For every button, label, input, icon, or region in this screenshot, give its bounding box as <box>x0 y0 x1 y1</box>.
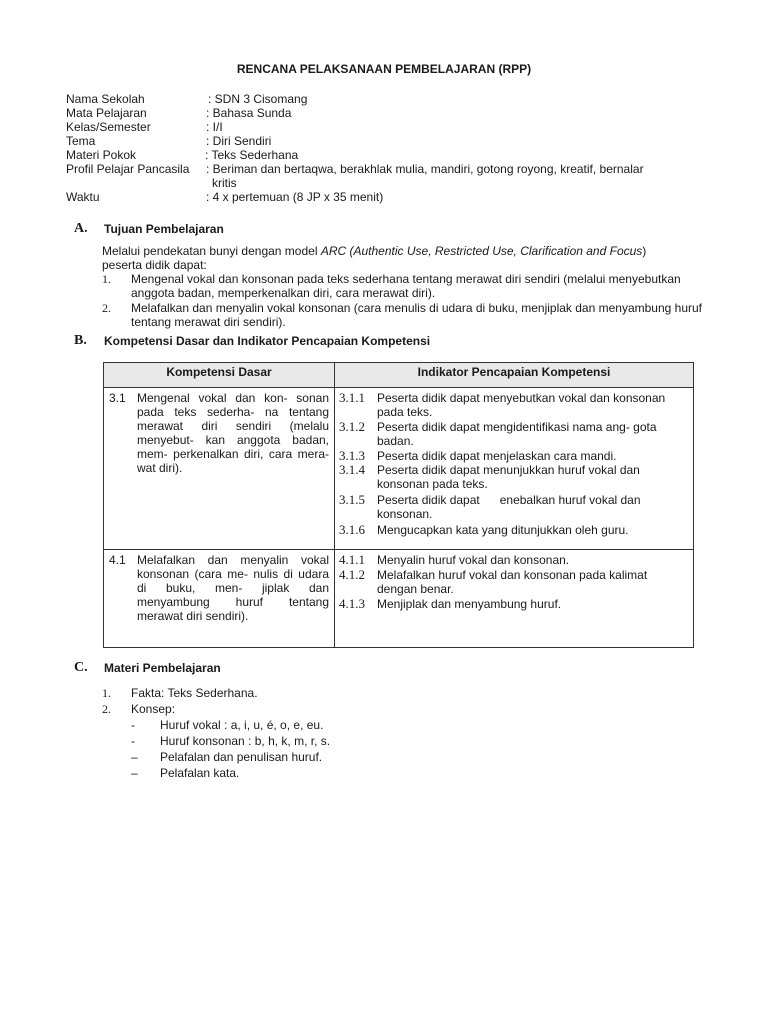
list-text: Melafalkan dan menyalin vokal konsonan (cara menulis di udara di buku, menjiplak dan menyambung huruf tentang merawat diri sendiri). <box>131 301 702 329</box>
indicator-item <box>339 493 689 521</box>
section-letter: C. <box>74 660 88 675</box>
indicator-text: Peserta didik dapat mengidentifikasi nama ang- gota badan. <box>377 420 657 448</box>
table-header-row <box>104 363 694 388</box>
kd-text: Melafalkan dan menyalin vokal konsonan (cara me- nulis di udara di buku, men- jiplak dan menyambung huruf tentang merawat diri sendiri). <box>137 553 329 623</box>
list-item <box>102 272 702 300</box>
table-row <box>104 388 694 550</box>
indicator-item <box>339 420 689 448</box>
list-item <box>131 750 702 764</box>
list-text: Pelafalan kata. <box>160 766 240 780</box>
table-row <box>104 550 694 648</box>
section-title: Kompetensi Dasar dan Indikator Pencapaian Kompetensi <box>104 334 431 348</box>
indicator-item <box>339 597 689 611</box>
kd-cell <box>104 388 335 550</box>
section-letter: A. <box>74 221 88 236</box>
indicator-text: Peserta didik dapat menunjukkan huruf vokal dan konsonan pada teks. <box>377 463 640 491</box>
list-item <box>102 702 702 716</box>
info-value-continuation: kritis <box>212 176 237 190</box>
section-a-intro-line2: peserta didik dapat: <box>102 258 207 272</box>
info-row-class <box>66 120 706 134</box>
indicator-text: Peserta didik dapat menyebutkan vokal dan konsonan pada teks. <box>377 391 666 419</box>
info-value: : SDN 3 Cisomang <box>208 92 308 106</box>
info-value: : Teks Sederhana <box>205 148 299 162</box>
dash-bullet: – <box>131 750 138 764</box>
list-item <box>131 766 702 780</box>
indicator-item <box>339 391 689 419</box>
list-item <box>102 686 702 700</box>
section-c-heading <box>74 661 221 675</box>
list-number: 1. <box>102 272 111 286</box>
info-value: : Diri Sendiri <box>206 134 272 148</box>
dash-bullet: - <box>131 718 135 732</box>
info-value: : Bahasa Sunda <box>206 106 292 120</box>
info-row-profile <box>66 162 706 190</box>
section-a-body <box>102 244 702 329</box>
list-item <box>131 718 702 732</box>
indicator-number: 3.1.2 <box>339 419 365 434</box>
indicator-text: Menyalin huruf vokal dan konsonan. <box>377 553 570 567</box>
indicator-item <box>339 553 689 567</box>
kd-text: Mengenal vokal dan kon- sonan pada teks sederha- na tentang merawat diri sendiri (melalu menyebut- kan anggota badan, mem- perkenalkan diri, cara mera- wat diri). <box>137 391 329 475</box>
column-header-indicators: Indikator Pencapaian Kompetensi <box>335 363 694 388</box>
list-text: Konsep: <box>131 702 176 716</box>
indicator-item <box>339 463 689 491</box>
section-a-heading <box>74 222 224 236</box>
indicator-text: Peserta didik dapat menjelaskan cara mandi. <box>377 449 617 463</box>
section-c-body <box>102 686 702 782</box>
column-header-kd: Kompetensi Dasar <box>104 363 335 388</box>
material-list <box>102 686 702 716</box>
info-row-theme <box>66 134 706 148</box>
identity-block <box>66 92 706 204</box>
section-letter: B. <box>74 333 87 348</box>
intro-text: Melalui pendekatan bunyi dengan model <box>102 244 321 258</box>
concept-sublist <box>102 718 702 780</box>
intro-text-end: ) <box>642 244 647 258</box>
indicator-number: 3.1.1 <box>339 390 365 405</box>
section-title: Materi Pembelajaran <box>104 661 221 675</box>
competency-table <box>103 362 694 648</box>
list-number: 2. <box>102 702 111 716</box>
indicator-number: 3.1.5 <box>339 492 365 507</box>
kd-number: 3.1 <box>109 391 126 405</box>
kd-number: 4.1 <box>109 553 126 567</box>
list-item <box>102 301 702 329</box>
indicator-text: Menjiplak dan menyambung huruf. <box>377 597 562 611</box>
info-value: : I/I <box>206 120 223 134</box>
section-a-intro <box>102 244 702 258</box>
indicator-item <box>339 568 689 596</box>
list-text: Fakta: Teks Sederhana. <box>131 686 258 700</box>
list-text: Mengenal vokal dan konsonan pada teks sederhana tentang merawat diri sendiri (melalui menyebutkan anggota badan, memperkenalkan diri, cara merawat diri). <box>131 272 681 300</box>
info-row-subject <box>66 106 706 120</box>
list-text: Huruf vokal : a, i, u, é, o, e, eu. <box>160 718 324 732</box>
section-title: Tujuan Pembelajaran <box>104 222 224 236</box>
info-value-line: : Beriman dan bertaqwa, berakhlak mulia, mandiri, gotong royong, kreatif, bernalar <box>206 162 644 176</box>
indicator-text: Peserta didik dapat enebalkan huruf vokal dan konsonan. <box>377 493 644 521</box>
indicator-number: 4.1.2 <box>339 567 365 582</box>
info-label: Profil Pelajar Pancasila <box>66 162 190 176</box>
info-label: Tema <box>66 134 96 148</box>
info-value <box>206 162 706 190</box>
indicator-item <box>339 523 689 537</box>
kd-cell <box>104 550 335 648</box>
list-number: 2. <box>102 301 111 315</box>
indicator-cell <box>335 550 694 648</box>
info-row-school <box>66 92 706 106</box>
indicator-number: 4.1.1 <box>339 552 365 567</box>
list-text: Huruf konsonan : b, h, k, m, r, s. <box>160 734 331 748</box>
list-item <box>131 734 702 748</box>
dash-bullet: – <box>131 766 138 780</box>
page-title: RENCANA PELAKSANAAN PEMBELAJARAN (RPP) <box>236 62 532 76</box>
indicator-number: 3.1.3 <box>339 448 365 463</box>
indicator-text: Melafalkan huruf vokal dan konsonan pada kalimat dengan benar. <box>377 568 648 596</box>
info-label: Waktu <box>66 190 100 204</box>
indicator-number: 3.1.4 <box>339 462 365 477</box>
info-label: Materi Pokok <box>66 148 137 162</box>
info-row-time <box>66 190 706 204</box>
info-label: Kelas/Semester <box>66 120 151 134</box>
objectives-list <box>102 272 702 329</box>
info-value: : 4 x pertemuan (8 JP x 35 menit) <box>206 190 384 204</box>
info-row-topic <box>66 148 706 162</box>
section-b-heading <box>74 334 430 348</box>
dash-bullet: - <box>131 734 135 748</box>
indicator-number: 4.1.3 <box>339 596 365 611</box>
info-label: Nama Sekolah <box>66 92 145 106</box>
indicator-number: 3.1.6 <box>339 522 365 537</box>
indicator-cell <box>335 388 694 550</box>
list-number: 1. <box>102 686 111 700</box>
intro-italic-text: ARC (Authentic Use, Restricted Use, Clarification and Focus <box>320 244 643 258</box>
info-label: Mata Pelajaran <box>66 106 147 120</box>
indicator-item <box>339 449 689 463</box>
list-text: Pelafalan dan penulisan huruf. <box>160 750 323 764</box>
indicator-text: Mengucapkan kata yang ditunjukkan oleh guru. <box>377 523 629 537</box>
